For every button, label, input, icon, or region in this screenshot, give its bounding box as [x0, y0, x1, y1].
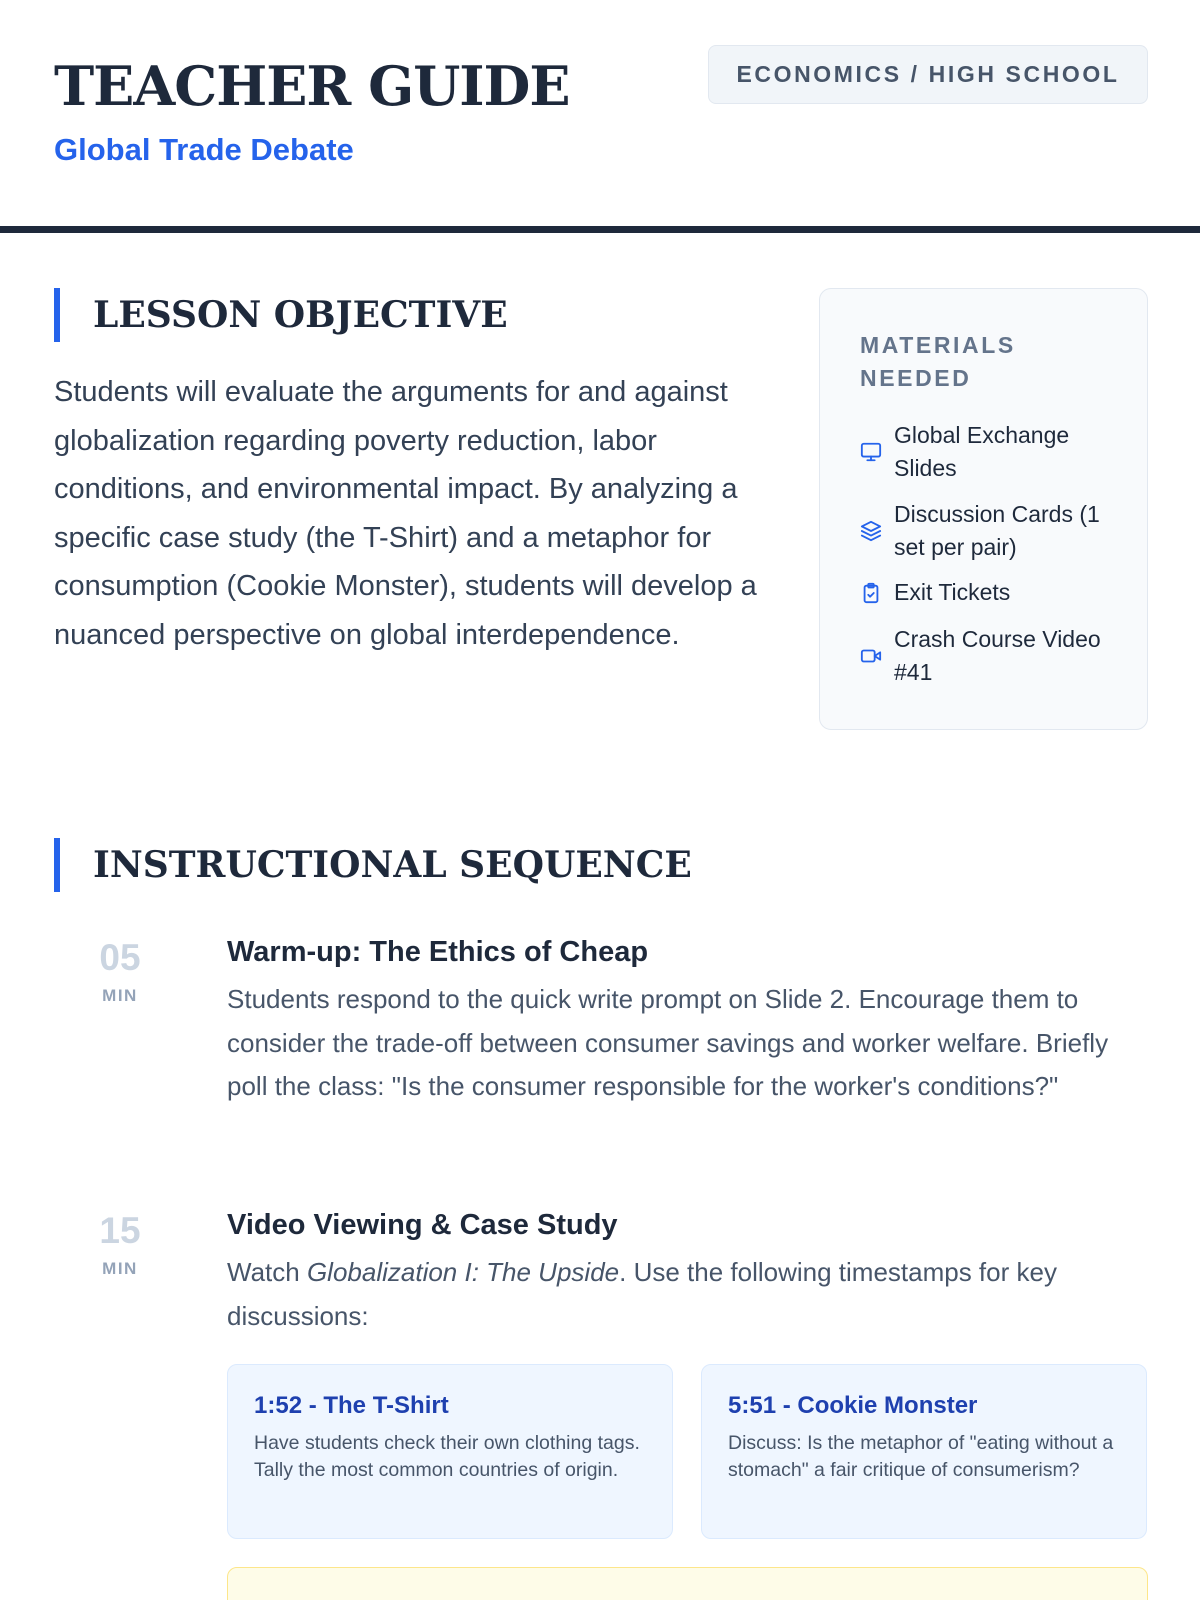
- step-description: Students respond to the quick write prompt on Slide 2. Encourage them to consider the trade-off between consumer savings and worker welfare. Briefly poll the class: "Is the consumer responsible for the worker's conditions?": [227, 984, 1109, 1101]
- timestamp-title: 1:52 - The T-Shirt: [254, 1392, 449, 1419]
- video-icon: [860, 645, 882, 667]
- subject-badge: ECONOMICS / HIGH SCHOOL: [708, 45, 1148, 104]
- video-title: Globalization I: The Upside: [306, 1257, 620, 1287]
- step-minutes: 15: [99, 1210, 141, 1251]
- material-item: [860, 498, 1120, 564]
- layers-icon: [860, 520, 882, 542]
- lesson-objective-heading: LESSON OBJECTIVE: [54, 288, 508, 342]
- material-label: Crash Course Video #41: [894, 626, 1101, 685]
- page-subtitle: Global Trade Debate: [54, 132, 354, 167]
- step-minutes-unit: MIN: [102, 986, 138, 1005]
- step-description: [227, 1251, 1152, 1338]
- timestamp-text: Have students check their own clothing tags. Tally the most common countries of origin.: [254, 1432, 640, 1481]
- clipboard-check-icon: [860, 582, 882, 604]
- page-header: [0, 0, 1200, 232]
- instructional-sequence-heading: INSTRUCTIONAL SEQUENCE: [54, 838, 692, 892]
- timestamp-card: [227, 1364, 673, 1539]
- lesson-objective-text: Students will evaluate the arguments for and against globalization regarding poverty reduction, labor conditions, and environmental impact. By analyzing a specific case study (the T-Shirt) and a metaphor for consumption (Cookie Monster), students will develop a nuanced perspective on global interdependence.: [54, 376, 757, 651]
- material-item: [860, 419, 1120, 485]
- step-description-text: . Use the following timestamps for key discussions:: [227, 1257, 1057, 1331]
- timestamp-card: [701, 1364, 1147, 1539]
- timestamp-text: Discuss: Is the metaphor of "eating without a stomach" a fair critique of consumerism?: [728, 1432, 1114, 1481]
- material-label: Exit Tickets: [894, 579, 1011, 605]
- material-item: [860, 576, 1120, 609]
- teacher-note-box: [227, 1567, 1148, 1600]
- header-divider: [0, 226, 1200, 233]
- timestamp-title: 5:51 - Cookie Monster: [728, 1392, 978, 1419]
- step-title: Video Viewing & Case Study: [227, 1209, 618, 1241]
- materials-panel: [819, 288, 1148, 730]
- material-label: Discussion Cards (1 set per pair): [894, 501, 1100, 560]
- page-title: TEACHER GUIDE: [54, 54, 570, 118]
- material-label: Global Exchange Slides: [894, 422, 1070, 481]
- materials-title: MATERIALS NEEDED: [860, 332, 1016, 391]
- step-minutes: 05: [99, 937, 141, 978]
- monitor-icon: [860, 441, 882, 463]
- step-minutes-unit: MIN: [102, 1259, 138, 1278]
- material-item: [860, 623, 1120, 689]
- step-title: Warm-up: The Ethics of Cheap: [227, 936, 649, 968]
- step-description-text: Watch: [227, 1257, 307, 1287]
